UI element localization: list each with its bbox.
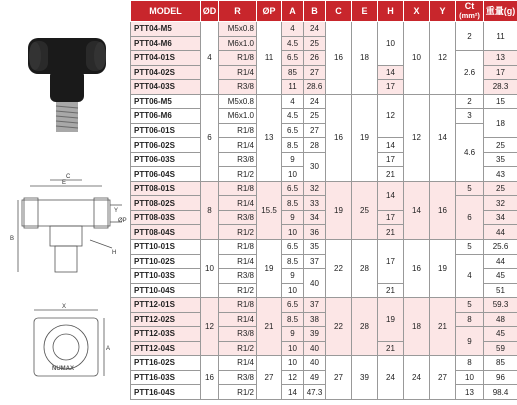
p-cell: 19 <box>257 239 282 297</box>
b-cell: 28.6 <box>304 80 326 95</box>
weight-cell: 13 <box>484 51 517 66</box>
model-cell: PTT10-02S <box>131 254 201 269</box>
p-cell: 13 <box>257 94 282 181</box>
model-cell: PTT16-02S <box>131 356 201 371</box>
a-cell: 4.5 <box>282 36 304 51</box>
e-cell: 28 <box>352 239 378 297</box>
b-cell: 37 <box>304 298 326 313</box>
weight-cell: 25 <box>484 138 517 153</box>
ct-cell: 9 <box>456 327 484 356</box>
header-row <box>131 1 517 22</box>
model-cell: PTT10-04S <box>131 283 201 298</box>
model-cell: PTT12-02S <box>131 312 201 327</box>
model-cell: PTT16-04S <box>131 385 201 400</box>
a-cell: 85 <box>282 65 304 80</box>
table-row <box>131 22 517 37</box>
ct-cell: 2 <box>456 22 484 51</box>
r-cell: R1/4 <box>219 65 257 80</box>
h-cell: 17 <box>378 239 404 283</box>
weight-cell: 28.3 <box>484 80 517 95</box>
weight-cell: 25.6 <box>484 239 517 254</box>
r-cell: R3/8 <box>219 327 257 342</box>
header-model: MODEL <box>131 1 201 22</box>
d-cell: 10 <box>201 239 219 297</box>
model-cell: PTT08-03S <box>131 210 201 225</box>
model-cell: PTT16-03S <box>131 370 201 385</box>
a-cell: 8.5 <box>282 312 304 327</box>
x-cell: 18 <box>404 298 430 356</box>
h-cell: 17 <box>378 80 404 95</box>
r-cell: R1/8 <box>219 123 257 138</box>
c-cell: 16 <box>326 22 352 95</box>
weight-cell: 15 <box>484 94 517 109</box>
weight-cell: 18 <box>484 109 517 138</box>
table-row <box>131 385 517 400</box>
header-ct <box>456 1 484 22</box>
r-cell: R1/2 <box>219 283 257 298</box>
h-cell: 21 <box>378 283 404 298</box>
model-cell: PTT06-M5 <box>131 94 201 109</box>
header-c: C <box>326 1 352 22</box>
model-cell: PTT12-04S <box>131 341 201 356</box>
b-cell: 25 <box>304 109 326 124</box>
weight-cell: 45 <box>484 327 517 342</box>
a-cell: 10 <box>282 167 304 182</box>
r-cell: R1/4 <box>219 312 257 327</box>
dimension-label-h: H <box>112 250 116 256</box>
model-cell: PTT06-M6 <box>131 109 201 124</box>
d-cell: 6 <box>201 94 219 181</box>
model-cell: PTT04-03S <box>131 80 201 95</box>
header-h: H <box>378 1 404 22</box>
weight-cell: 34 <box>484 210 517 225</box>
weight-cell: 98.4 <box>484 385 517 400</box>
header-ct-label: Ct <box>456 2 483 11</box>
b-cell: 47.3 <box>304 385 326 400</box>
a-cell: 6.5 <box>282 239 304 254</box>
p-cell: 21 <box>257 298 282 356</box>
a-cell: 11 <box>282 80 304 95</box>
header-e: E <box>352 1 378 22</box>
r-cell: M6x1.0 <box>219 36 257 51</box>
e-cell: 28 <box>352 298 378 356</box>
a-cell: 4 <box>282 94 304 109</box>
a-cell: 14 <box>282 385 304 400</box>
b-cell: 34 <box>304 210 326 225</box>
weight-cell: 25 <box>484 181 517 196</box>
y-cell: 14 <box>430 94 456 181</box>
model-cell: PTT08-04S <box>131 225 201 240</box>
b-cell: 40 <box>304 341 326 356</box>
table-row <box>131 181 517 196</box>
table-row <box>131 327 517 342</box>
h-cell: 14 <box>378 65 404 80</box>
b-cell: 40 <box>304 269 326 298</box>
r-cell: R1/4 <box>219 138 257 153</box>
h-cell: 14 <box>378 181 404 210</box>
ct-cell: 4.6 <box>456 123 484 181</box>
r-cell: R1/2 <box>219 225 257 240</box>
a-cell: 6.5 <box>282 123 304 138</box>
table-row <box>131 239 517 254</box>
weight-cell: 45 <box>484 269 517 284</box>
e-cell: 39 <box>352 356 378 400</box>
weight-cell: 17 <box>484 65 517 80</box>
ct-cell: 4 <box>456 254 484 298</box>
model-cell: PTT10-01S <box>131 239 201 254</box>
ct-cell: 5 <box>456 181 484 196</box>
b-cell: 30 <box>304 152 326 181</box>
weight-cell: 32 <box>484 196 517 211</box>
b-cell: 38 <box>304 312 326 327</box>
h-cell: 17 <box>378 210 404 225</box>
c-cell: 19 <box>326 181 352 239</box>
header-a: A <box>282 1 304 22</box>
ct-cell: 8 <box>456 356 484 371</box>
model-cell: PTT12-03S <box>131 327 201 342</box>
a-cell: 10 <box>282 283 304 298</box>
r-cell: R1/4 <box>219 254 257 269</box>
x-cell: 16 <box>404 239 430 297</box>
b-cell: 32 <box>304 181 326 196</box>
b-cell: 27 <box>304 65 326 80</box>
model-cell: PTT06-04S <box>131 167 201 182</box>
r-cell: R3/8 <box>219 370 257 385</box>
r-cell: R1/8 <box>219 181 257 196</box>
a-cell: 8.5 <box>282 196 304 211</box>
a-cell: 6.5 <box>282 181 304 196</box>
weight-cell: 35 <box>484 152 517 167</box>
model-cell: PTT04-01S <box>131 51 201 66</box>
b-cell: 36 <box>304 225 326 240</box>
a-cell: 12 <box>282 370 304 385</box>
table-row <box>131 254 517 269</box>
model-cell: PTT10-03S <box>131 269 201 284</box>
table-row <box>131 356 517 371</box>
p-cell: 15.5 <box>257 181 282 239</box>
model-cell: PTT04-02S <box>131 65 201 80</box>
h-cell: 21 <box>378 167 404 182</box>
h-cell: 19 <box>378 298 404 342</box>
model-cell: PTT04-M5 <box>131 22 201 37</box>
h-cell: 12 <box>378 94 404 138</box>
d-cell: 12 <box>201 298 219 356</box>
model-cell: PTT06-01S <box>131 123 201 138</box>
ct-cell: 3 <box>456 109 484 124</box>
header-x: X <box>404 1 430 22</box>
b-cell: 27 <box>304 123 326 138</box>
b-cell: 35 <box>304 239 326 254</box>
b-cell: 24 <box>304 22 326 37</box>
b-cell: 25 <box>304 36 326 51</box>
a-cell: 9 <box>282 210 304 225</box>
model-cell: PTT08-02S <box>131 196 201 211</box>
weight-cell: 11 <box>484 22 517 51</box>
r-cell: R3/8 <box>219 269 257 284</box>
r-cell: M5x0.8 <box>219 22 257 37</box>
a-cell: 4.5 <box>282 109 304 124</box>
h-cell: 14 <box>378 138 404 153</box>
brand-mark: NUMAX <box>52 366 74 372</box>
header-weight: 重量(g) <box>484 1 517 22</box>
dimension-label-a: A <box>106 346 110 352</box>
b-cell: 39 <box>304 327 326 342</box>
b-cell: 49 <box>304 370 326 385</box>
e-cell: 18 <box>352 22 378 95</box>
r-cell: M6x1.0 <box>219 109 257 124</box>
a-cell: 9 <box>282 152 304 167</box>
r-cell: R1/8 <box>219 298 257 313</box>
r-cell: R1/4 <box>219 356 257 371</box>
header-r: R <box>219 1 257 22</box>
drawing-panel <box>0 0 130 400</box>
x-cell: 14 <box>404 181 430 239</box>
header-ct-unit: (mm²) <box>459 11 480 20</box>
b-cell: 37 <box>304 254 326 269</box>
table-row <box>131 109 517 124</box>
y-cell: 16 <box>430 181 456 239</box>
side-dimension-drawing <box>18 180 122 272</box>
r-cell: R1/2 <box>219 341 257 356</box>
table-row <box>131 370 517 385</box>
d-cell: 8 <box>201 181 219 239</box>
weight-cell: 51 <box>484 283 517 298</box>
r-cell: R3/8 <box>219 80 257 95</box>
spec-table <box>130 0 517 400</box>
a-cell: 6.5 <box>282 51 304 66</box>
ct-cell: 2 <box>456 94 484 109</box>
y-cell: 19 <box>430 239 456 297</box>
ct-cell: 10 <box>456 370 484 385</box>
a-cell: 9 <box>282 327 304 342</box>
header-p: ØP <box>257 1 282 22</box>
c-cell: 22 <box>326 239 352 297</box>
model-cell: PTT06-02S <box>131 138 201 153</box>
header-b: B <box>304 1 326 22</box>
b-cell: 26 <box>304 51 326 66</box>
table-row <box>131 196 517 211</box>
d-cell: 16 <box>201 356 219 400</box>
dimension-label-b: B <box>10 236 14 242</box>
c-cell: 16 <box>326 94 352 181</box>
weight-cell: 44 <box>484 254 517 269</box>
weight-cell: 48 <box>484 312 517 327</box>
y-cell: 27 <box>430 356 456 400</box>
r-cell: R1/4 <box>219 196 257 211</box>
y-cell: 12 <box>430 22 456 95</box>
dimension-label-e: E <box>62 180 66 186</box>
model-cell: PTT12-01S <box>131 298 201 313</box>
a-cell: 9 <box>282 269 304 284</box>
x-cell: 10 <box>404 22 430 95</box>
weight-cell: 44 <box>484 225 517 240</box>
h-cell: 21 <box>378 341 404 356</box>
table-row <box>131 312 517 327</box>
model-cell: PTT08-01S <box>131 181 201 196</box>
a-cell: 10 <box>282 225 304 240</box>
table-row <box>131 94 517 109</box>
weight-cell: 96 <box>484 370 517 385</box>
header-d: ØD <box>201 1 219 22</box>
model-cell: PTT04-M6 <box>131 36 201 51</box>
a-cell: 8.5 <box>282 138 304 153</box>
p-cell: 27 <box>257 356 282 400</box>
y-cell: 21 <box>430 298 456 356</box>
dimension-label-y: Y <box>114 208 118 214</box>
b-cell: 28 <box>304 138 326 153</box>
r-cell: R3/8 <box>219 210 257 225</box>
b-cell: 33 <box>304 196 326 211</box>
table-row <box>131 298 517 313</box>
e-cell: 19 <box>352 94 378 181</box>
r-cell: R1/8 <box>219 239 257 254</box>
ct-cell: 5 <box>456 298 484 313</box>
dimension-label-p: ØP <box>118 218 127 224</box>
dimension-label-c: C <box>66 174 71 180</box>
weight-cell: 59 <box>484 341 517 356</box>
h-cell: 10 <box>378 22 404 66</box>
table-row <box>131 123 517 138</box>
r-cell: M5x0.8 <box>219 94 257 109</box>
table-row <box>131 51 517 66</box>
x-cell: 12 <box>404 94 430 181</box>
header-y: Y <box>430 1 456 22</box>
model-cell: PTT06-03S <box>131 152 201 167</box>
ct-cell: 8 <box>456 312 484 327</box>
r-cell: R3/8 <box>219 152 257 167</box>
p-cell: 11 <box>257 22 282 95</box>
x-cell: 24 <box>404 356 430 400</box>
h-cell: 21 <box>378 225 404 240</box>
a-cell: 10 <box>282 356 304 371</box>
a-cell: 4 <box>282 22 304 37</box>
ct-cell: 2.6 <box>456 51 484 95</box>
ct-cell: 13 <box>456 385 484 400</box>
h-cell: 17 <box>378 152 404 167</box>
d-cell: 4 <box>201 22 219 95</box>
weight-cell: 43 <box>484 167 517 182</box>
tee-fitting-photo <box>28 38 106 132</box>
weight-cell: 85 <box>484 356 517 371</box>
ct-cell: 6 <box>456 196 484 240</box>
a-cell: 8.5 <box>282 254 304 269</box>
r-cell: R1/8 <box>219 51 257 66</box>
b-cell: 24 <box>304 94 326 109</box>
b-cell: 40 <box>304 356 326 371</box>
weight-cell: 59.3 <box>484 298 517 313</box>
a-cell: 10 <box>282 341 304 356</box>
h-cell: 24 <box>378 356 404 400</box>
dimension-label-x: X <box>62 304 66 310</box>
e-cell: 25 <box>352 181 378 239</box>
a-cell: 6.5 <box>282 298 304 313</box>
r-cell: R1/2 <box>219 167 257 182</box>
r-cell: R1/2 <box>219 385 257 400</box>
c-cell: 22 <box>326 298 352 356</box>
c-cell: 27 <box>326 356 352 400</box>
ct-cell: 5 <box>456 239 484 254</box>
product-illustration <box>0 0 130 400</box>
